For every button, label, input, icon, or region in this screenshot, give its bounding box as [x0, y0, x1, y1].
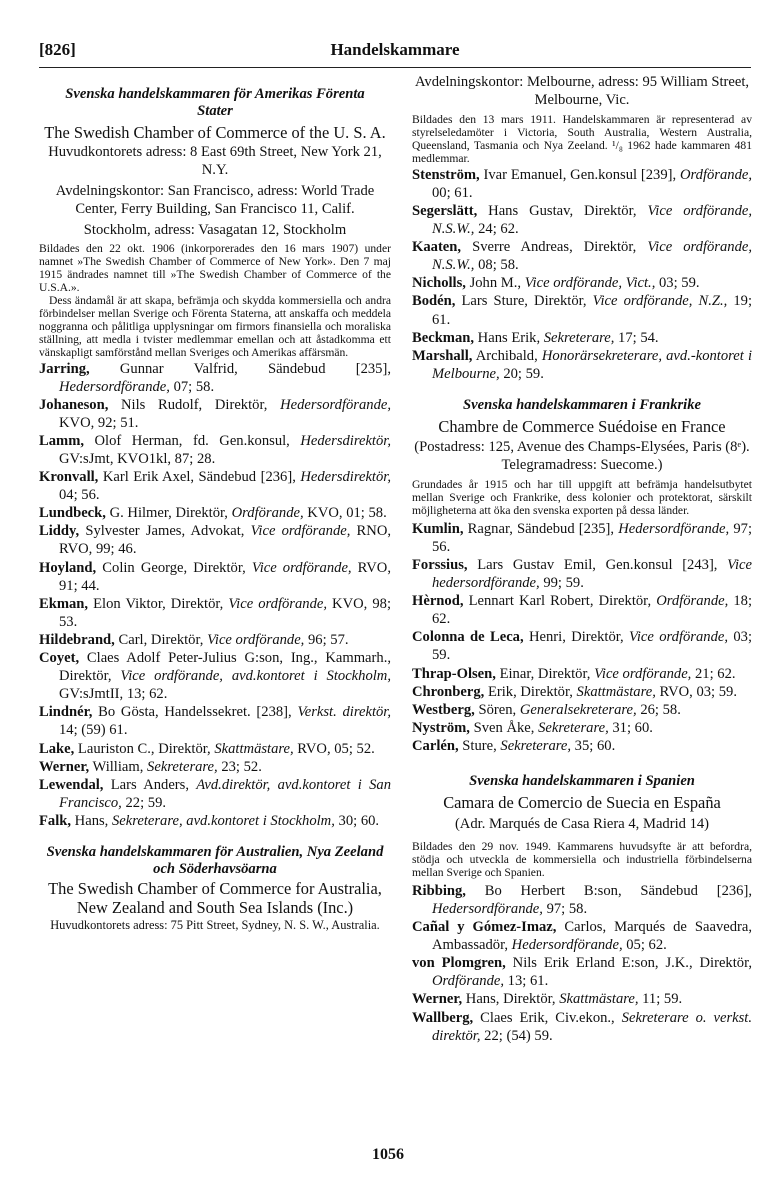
member-years: 03; 59.: [655, 275, 700, 292]
member-years: 19; 61.: [432, 293, 753, 328]
member-years: RNO, RVO, 99; 46.: [59, 523, 392, 558]
running-title: Handelskammare: [330, 40, 460, 59]
member-entry: [412, 520, 752, 556]
member-entry: [39, 649, 391, 703]
member-role: Hedersordförande,: [618, 520, 730, 537]
member-surname: Kaaten,: [412, 239, 462, 256]
hq-address-usa: Huvudkontorets adress: 8 East 69th Street, New York 21, N.Y.: [48, 144, 382, 178]
member-surname: Marshall,: [412, 347, 473, 364]
member-details: Lars Sture, Direktör,: [455, 293, 593, 310]
member-details: Bo Herbert B:son, Sändebud [236],: [465, 882, 752, 899]
member-role: Vice ordförande, Vict.,: [524, 275, 656, 292]
member-details: John M.,: [465, 275, 525, 292]
right-column: [412, 74, 752, 1045]
note-usa-purpose: Dess ändamål är att skapa, befrämja och skydda kommersiella och andra förbindelser mellan Sverige och Förenta Staterna, att anskaffa och meddela noggranna och pålitliga upplysningar om firmors finansiella och moraliska ställning, att medla i tvister medlemmar emellan och att åstadkomma ett vänskapligt samförstånd mellan Sveriges och Amerikas affärsmän.: [39, 293, 391, 359]
member-years: 35; 60.: [571, 737, 616, 754]
member-details: Bo Gösta, Handelssekret. [238],: [92, 704, 298, 721]
member-years: 22; 59.: [121, 794, 167, 811]
member-details: Hans, Direktör,: [462, 991, 560, 1008]
left-column: [39, 74, 391, 933]
member-entry: [412, 882, 752, 918]
member-years: 99; 59.: [539, 575, 584, 592]
member-entry: [39, 559, 391, 595]
member-years: 96; 57.: [304, 631, 349, 648]
french-name-france: Chambre de Commerce Suédoise en France: [438, 416, 726, 436]
member-list-usa: [39, 360, 391, 830]
member-role: Honorärsekreterare, avd.-kontoret i Melbourne,: [432, 347, 752, 382]
member-years: 04; 56.: [59, 487, 100, 504]
member-years: 08; 58.: [474, 257, 519, 274]
member-details: Henri, Direktör,: [523, 629, 630, 646]
member-role: Vice ordförande,: [629, 629, 729, 646]
member-years: 11; 59.: [638, 991, 683, 1008]
member-surname: Nyström,: [412, 719, 470, 736]
member-details: Gunnar Valfrid, Sändebud [235],: [89, 360, 391, 377]
member-details: Sven Åke,: [469, 719, 539, 736]
member-entry: [39, 631, 391, 649]
member-details: Colin George, Direktör,: [96, 559, 252, 576]
member-years: 00; 61.: [432, 184, 473, 201]
member-entry: [39, 468, 391, 504]
hq-address-australia: Huvudkontorets adress: 75 Pitt Street, Sydney, N. S. W., Australia.: [50, 917, 380, 932]
member-details: G. Hilmer, Direktör,: [105, 505, 232, 522]
member-details: Erik, Direktör,: [484, 683, 577, 700]
member-surname: Cañal y Gómez-Imaz,: [412, 919, 557, 936]
member-role: Skattmästare,: [559, 991, 639, 1008]
member-role: Sekreterare,: [543, 329, 615, 346]
member-entry: [412, 1009, 752, 1045]
member-details: William,: [89, 758, 148, 775]
member-surname: Carlén,: [412, 737, 459, 754]
member-role: Hedersordförande,: [59, 378, 170, 395]
member-years: 13; 61.: [504, 973, 549, 990]
member-entry: [412, 556, 752, 592]
member-surname: Ribbing,: [412, 882, 466, 899]
member-details: Lars Anders,: [103, 776, 197, 793]
member-surname: Hoyland,: [39, 559, 97, 576]
member-entry: [39, 703, 391, 739]
member-years: RVO, 05; 52.: [293, 740, 375, 757]
member-role: Vice ordförande, N.S.W.,: [432, 239, 752, 274]
member-surname: Stenström,: [412, 166, 480, 183]
member-details: Einar, Direktör,: [495, 665, 595, 682]
member-role: Vice ordförande,: [228, 595, 327, 612]
address-france: (Postadress: 125, Avenue des Champs-Elysées, Paris (8ᵉ). Telegramadress: Suecome.): [414, 438, 750, 473]
member-details: Elon Viktor, Direktör,: [88, 595, 229, 612]
member-role: Vice ordförande,: [594, 665, 692, 682]
member-details: Nils Erik Erland E:son, J.K., Direktör,: [505, 955, 752, 972]
member-entry: [39, 360, 391, 396]
member-surname: Forssius,: [412, 556, 468, 573]
note-spain: Bildades den 29 nov. 1949. Kammarens huvudsyfte är att befordra, stödja och utveckla de kommersiella och industriella förbindelserna mellan Sverige och Spanien.: [412, 839, 752, 879]
member-role: Vice ordförande,: [207, 631, 305, 648]
page-footer-number: 1056: [372, 1146, 404, 1163]
member-entry: [412, 701, 752, 719]
member-role: Vice ordförande,: [250, 523, 351, 540]
member-entry: [412, 274, 752, 292]
member-role: Hedersordförande,: [280, 396, 391, 413]
member-details: Hans,: [71, 812, 112, 829]
member-role: Ordförande,: [679, 166, 752, 183]
member-details: Lennart Karl Robert, Direktör,: [463, 593, 657, 610]
english-name-australia: The Swedish Chamber of Commerce for Australia, New Zealand and South Sea Islands (Inc.): [48, 878, 382, 917]
member-role: Ordförande,: [656, 593, 729, 610]
member-entry: [412, 238, 752, 274]
member-years: KVO, 92; 51.: [59, 414, 139, 431]
member-list-australia: [412, 166, 752, 383]
member-entry: [412, 954, 752, 990]
member-years: 31; 60.: [608, 719, 653, 736]
member-details: Lars Gustav Emil, Gen.konsul [243],: [467, 556, 728, 573]
member-entry: [412, 347, 752, 383]
member-entry: [412, 292, 752, 328]
member-surname: Coyet,: [39, 650, 80, 667]
member-role: Verkst. direktör,: [297, 704, 391, 721]
member-details: Carl, Direktör,: [114, 631, 208, 648]
member-years: 23; 52.: [217, 758, 262, 775]
spanish-name-spain: Camara de Comercio de Suecia en España: [443, 792, 721, 812]
stockholm-address-usa: Stockholm, adress: Vasagatan 12, Stockholm: [83, 221, 347, 238]
member-details: Carlos, Marqués de Saavedra, Ambassadör,: [432, 919, 753, 954]
member-years: 17; 54.: [614, 329, 659, 346]
member-years: 26; 58.: [636, 701, 681, 718]
member-details: Sverre Andreas, Direktör,: [461, 239, 648, 256]
member-entry: [412, 166, 752, 202]
member-details: Claes Erik, Civ.ekon.,: [473, 1009, 622, 1026]
member-details: Sture,: [458, 737, 501, 754]
member-details: Karl Erik Axel, Sändebud [236],: [98, 469, 301, 486]
member-years: 07; 58.: [169, 378, 215, 395]
member-role: Vice ordförande,: [251, 559, 352, 576]
member-details: Claes Adolf Peter-Julius G:son, Ing., Kammarh., Direktör,: [59, 650, 391, 685]
member-entry: [412, 628, 752, 664]
section-heading-france: Svenska handelskammaren i Frankrike: [463, 396, 701, 413]
section-heading-usa: Svenska handelskammaren för Amerikas Förenta Stater: [65, 86, 365, 119]
member-entry: [412, 683, 752, 701]
page-header: [39, 38, 751, 68]
branch-address-australia: Avdelningskontor: Melbourne, adress: 95 William Street, Melbourne, Vic.: [414, 74, 750, 108]
member-surname: Werner,: [412, 991, 463, 1008]
member-role: Hedersdirektör,: [300, 432, 391, 449]
member-entry: [412, 918, 752, 954]
member-details: Nils Rudolf, Direktör,: [108, 396, 281, 413]
note-usa-founding: Bildades den 22 okt. 1906 (inkorporerades den 16 mars 1907) under namnet »The Swedish Chamber of Commerce of New York». Den 7 maj 1915 ändrades namnet till »The Swedish Chamber of Commerce of the U.S.A.».: [39, 241, 391, 294]
member-years: 14; (59) 61.: [59, 722, 128, 739]
member-years: GV:sJmt, KVO1kl, 87; 28.: [59, 451, 216, 467]
member-entry: [412, 719, 752, 737]
member-entry: [412, 737, 752, 755]
section-heading-spain: Svenska handelskammaren i Spanien: [469, 772, 695, 789]
member-surname: Westberg,: [412, 701, 475, 718]
member-surname: Jarring,: [39, 360, 90, 377]
member-years: KVO, 98; 53.: [59, 595, 391, 630]
member-role: Hedersordförande,: [511, 937, 623, 954]
member-surname: Kronvall,: [39, 469, 99, 486]
member-surname: Lindnér,: [39, 704, 93, 721]
member-surname: Hèrnod,: [412, 593, 464, 610]
member-entry: [412, 990, 752, 1008]
member-entry: [412, 665, 752, 683]
branch-address-usa: Avdelningskontor: San Francisco, adress: World Trade Center, Ferry Building, San Francisco 11, Calif.: [55, 182, 375, 217]
member-surname: Liddy,: [39, 523, 80, 540]
member-role: Sekreterare, avd.kontoret i Stockholm,: [111, 812, 335, 829]
member-role: Vice ordförande, avd.kontoret i Stockholm,: [120, 668, 391, 685]
member-details: Ragnar, Sändebud [235],: [463, 520, 619, 537]
member-details: Archibald,: [472, 347, 542, 364]
member-surname: Nicholls,: [412, 275, 466, 292]
member-role: Sekreterare o. verkst. direktör,: [432, 1009, 752, 1044]
note-australia: Bildades den 13 mars 1911. Handelskammaren är representerad av styrelseledamöter i Victoria, South Australia, Western Australia, Queensland, Tasmania och Nya Zeeland. ¹/₈ 1962 hade kammaren 481 medlemmar.: [412, 112, 752, 165]
member-role: Skattmästare,: [214, 740, 294, 757]
member-role: Hedersordförande,: [432, 900, 543, 917]
member-surname: von Plomgren,: [412, 955, 506, 972]
member-surname: Ekman,: [39, 595, 89, 612]
member-years: 97; 58.: [542, 900, 588, 917]
member-surname: Lundbeck,: [39, 505, 106, 522]
member-years: 05; 62.: [622, 937, 667, 954]
member-years: 22; (54) 59.: [480, 1027, 553, 1044]
member-years: RVO, 03; 59.: [655, 683, 737, 700]
member-years: 21; 62.: [691, 665, 736, 682]
member-entry: [39, 595, 391, 631]
member-surname: Wallberg,: [412, 1009, 474, 1026]
member-role: Vice ordförande, N.S.W.,: [432, 203, 752, 238]
member-surname: Segerslätt,: [412, 203, 478, 219]
member-role: Hedersdirektör,: [300, 469, 391, 486]
note-france: Grundades år 1915 och har till uppgift att befrämja handelsutbytet mellan Sverige och Frankrike, dess kolonier och protektorat, särskilt möjligheterna att öka den svenska exporten på dessa länder.: [412, 477, 752, 517]
member-role: Generalsekreterare,: [519, 701, 637, 718]
member-years: 18; 62.: [432, 593, 753, 628]
member-details: Sören,: [474, 701, 520, 718]
english-name-usa: The Swedish Chamber of Commerce of the U. S. A.: [44, 123, 386, 142]
member-surname: Kumlin,: [412, 520, 464, 537]
member-entry: [39, 396, 391, 432]
member-role: Ordförande,: [231, 505, 304, 522]
member-details: Olof Herman, fd. Gen.konsul,: [84, 432, 301, 449]
member-surname: Thrap-Olsen,: [412, 665, 496, 682]
member-entry: [39, 504, 391, 522]
member-years: 30; 60.: [334, 812, 380, 829]
member-role: Vice hedersordförande,: [432, 556, 752, 592]
member-details: Hans Erik,: [474, 329, 544, 346]
member-surname: Colonna de Leca,: [412, 629, 524, 646]
member-years: 03; 59.: [432, 629, 753, 664]
member-years: 97; 56.: [432, 520, 752, 555]
member-details: Sylvester James, Advokat,: [79, 523, 251, 540]
member-details: Hans Gustav, Direktör,: [477, 203, 648, 219]
member-surname: Bodén,: [412, 293, 456, 310]
member-years: 20; 59.: [499, 365, 544, 382]
member-years: GV:sJmtII, 13; 62.: [59, 686, 168, 703]
section-heading-australia: Svenska handelskammaren för Australien, Nya Zeeland och Söderhavsöarna: [46, 843, 384, 877]
page-number-bracket: [826]: [39, 40, 76, 59]
member-role: Avd.direktör, avd.kontoret i San Francisco,: [59, 776, 391, 811]
member-entry: [412, 202, 752, 238]
member-role: Sekreterare,: [500, 737, 572, 754]
member-surname: Chronberg,: [412, 683, 485, 700]
member-surname: Johaneson,: [39, 396, 109, 413]
member-list-france: [412, 520, 752, 755]
address-spain: (Adr. Marqués de Casa Riera 4, Madrid 14): [454, 815, 710, 832]
member-list-spain: [412, 882, 752, 1045]
member-role: Sekreterare,: [538, 719, 609, 736]
member-role: Sekreterare,: [147, 758, 218, 775]
member-surname: Hildebrand,: [39, 631, 115, 648]
member-entry: [39, 522, 391, 558]
member-entry: [412, 329, 752, 347]
member-role: Vice ordförande, N.Z.,: [592, 293, 728, 310]
member-surname: Werner,: [39, 758, 90, 775]
member-entry: [39, 776, 391, 812]
member-surname: Falk,: [39, 812, 72, 829]
member-entry: [39, 758, 391, 776]
member-entry: [39, 432, 391, 468]
member-years: KVO, 01; 58.: [303, 505, 387, 522]
member-details: Ivar Emanuel, Gen.konsul [239],: [479, 166, 680, 183]
member-surname: Lewendal,: [39, 776, 104, 793]
member-surname: Beckman,: [412, 329, 475, 346]
member-surname: Lamm,: [39, 432, 84, 449]
member-role: Skattmästare,: [576, 683, 656, 700]
member-entry: [412, 592, 752, 628]
member-details: Lauriston C., Direktör,: [74, 740, 215, 757]
member-entry: [39, 740, 391, 758]
member-years: RVO, 91; 44.: [59, 559, 391, 594]
member-years: 24; 62.: [474, 221, 519, 238]
member-entry: [39, 812, 391, 830]
member-role: Ordförande,: [432, 973, 505, 990]
member-surname: Lake,: [39, 740, 75, 757]
